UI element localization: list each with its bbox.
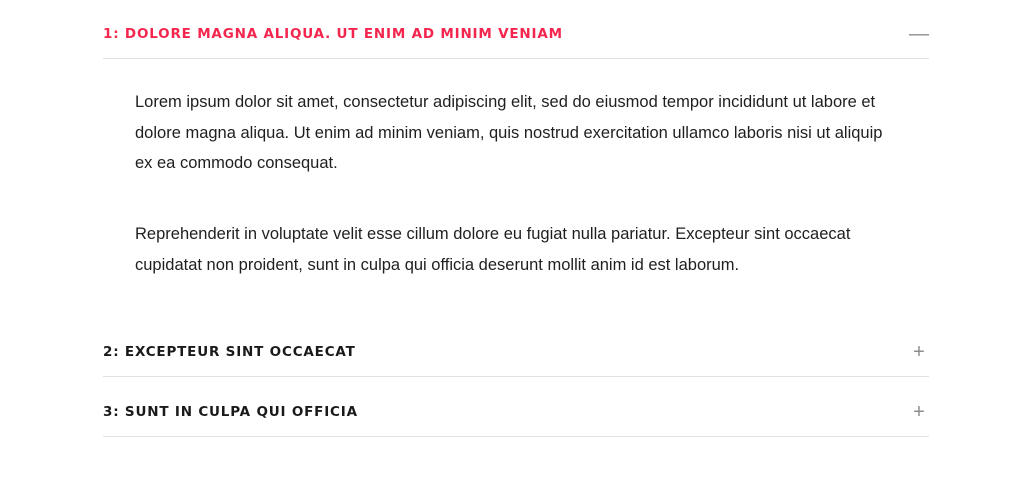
accordion-paragraph-2: Reprehenderit in voluptate velit esse cillum dolore eu fugiat nulla pariatur. Excepteur sint occaecat cupidatat non proident, sunt in culpa qui officia deserunt mollit anim id est laborum.: [135, 225, 851, 274]
accordion-item-2: [103, 332, 929, 377]
plus-icon[interactable]: +: [913, 341, 925, 364]
faq-accordion: [103, 18, 929, 437]
accordion-item-3: [103, 392, 929, 437]
accordion-paragraph-1: Lorem ipsum dolor sit amet, consectetur adipiscing elit, sed do eiusmod tempor incididunt ut labore et dolore magna aliqua. Ut enim ad minim veniam, quis nostrud exercitation ullamco laboris nisi ut aliquip ex ea commodo consequat.: [135, 93, 883, 173]
accordion-header-1[interactable]: [103, 18, 929, 59]
accordion-panel-1: [103, 59, 929, 314]
accordion-header-3[interactable]: [103, 392, 929, 437]
plus-icon[interactable]: +: [913, 401, 925, 424]
accordion-spacer-1: [103, 314, 929, 332]
accordion-item-1: [103, 18, 929, 314]
accordion-header-2[interactable]: [103, 332, 929, 377]
accordion-title-2: 2: EXCEPTEUR SINT OCCAECAT: [103, 344, 356, 361]
accordion-title-3: 3: SUNT IN CULPA QUI OFFICIA: [103, 404, 358, 421]
minus-icon[interactable]: —: [909, 23, 929, 45]
accordion-spacer-2: [103, 377, 929, 392]
accordion-title-1: 1: DOLORE MAGNA ALIQUA. UT ENIM AD MINIM VENIAM: [103, 25, 563, 42]
